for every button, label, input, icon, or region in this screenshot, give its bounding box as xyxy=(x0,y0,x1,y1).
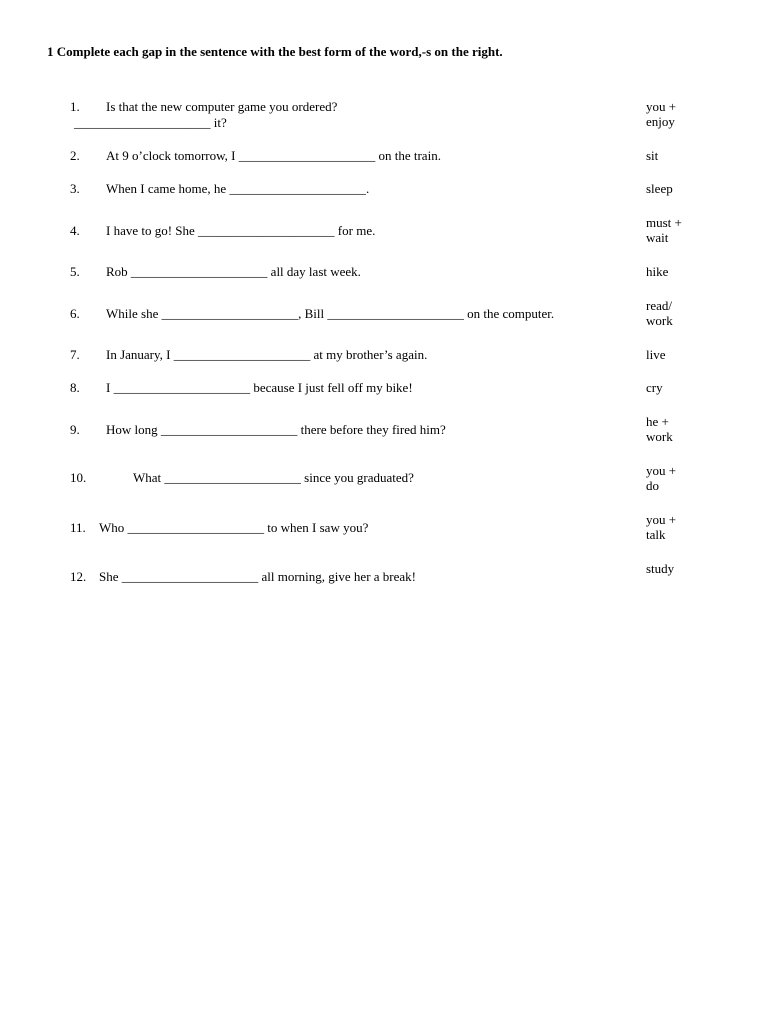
item-number: 3. xyxy=(70,181,80,196)
item-number: 8. xyxy=(70,380,80,395)
item-hint: you + talk xyxy=(646,512,677,542)
item-number: 4. xyxy=(70,223,80,238)
item-number: 1. xyxy=(70,99,80,114)
item-sentence: What _____________________ since you graduated? xyxy=(133,470,414,485)
item-sentence: She _____________________ all morning, give her a break! xyxy=(99,569,416,584)
item-sentence-continuation: _____________________ it? xyxy=(74,115,227,130)
item-sentence: I have to go! She _____________________ for me. xyxy=(106,223,376,238)
item-hint: sit xyxy=(646,148,659,163)
exercise-title: 1 Complete each gap in the sentence with the best form of the word,-s on the right. xyxy=(47,44,503,59)
item-hint: live xyxy=(646,347,666,362)
item-hint: read/ work xyxy=(646,298,673,328)
item-number: 6. xyxy=(70,306,80,321)
item-hint: sleep xyxy=(646,181,673,196)
item-number: 11. xyxy=(70,520,86,535)
item-number: 2. xyxy=(70,148,80,163)
item-sentence: While she _____________________, Bill _____________________ on the computer. xyxy=(106,306,555,321)
item-number: 5. xyxy=(70,264,80,279)
item-hint: study xyxy=(646,561,675,576)
item-number: 12. xyxy=(70,569,87,584)
item-hint: you + enjoy xyxy=(646,99,677,129)
item-hint: he + work xyxy=(646,414,673,444)
item-sentence: Rob _____________________ all day last week. xyxy=(106,264,361,279)
item-number: 7. xyxy=(70,347,80,362)
item-number: 9. xyxy=(70,422,80,437)
item-hint: must + wait xyxy=(646,215,682,245)
item-sentence: Who _____________________ to when I saw you? xyxy=(99,520,369,535)
item-number: 10. xyxy=(70,470,87,485)
item-sentence: How long _____________________ there before they fired him? xyxy=(106,422,446,437)
item-sentence: At 9 o’clock tomorrow, I _____________________ on the train. xyxy=(106,148,441,163)
item-hint: cry xyxy=(646,380,663,395)
item-sentence: Is that the new computer game you ordered? xyxy=(106,99,338,114)
item-sentence: When I came home, he _____________________. xyxy=(106,181,370,196)
item-sentence: In January, I _____________________ at my brother’s again. xyxy=(106,347,428,362)
item-hint: hike xyxy=(646,264,669,279)
item-sentence: I _____________________ because I just fell off my bike! xyxy=(106,380,413,395)
item-hint: you + do xyxy=(646,463,677,493)
